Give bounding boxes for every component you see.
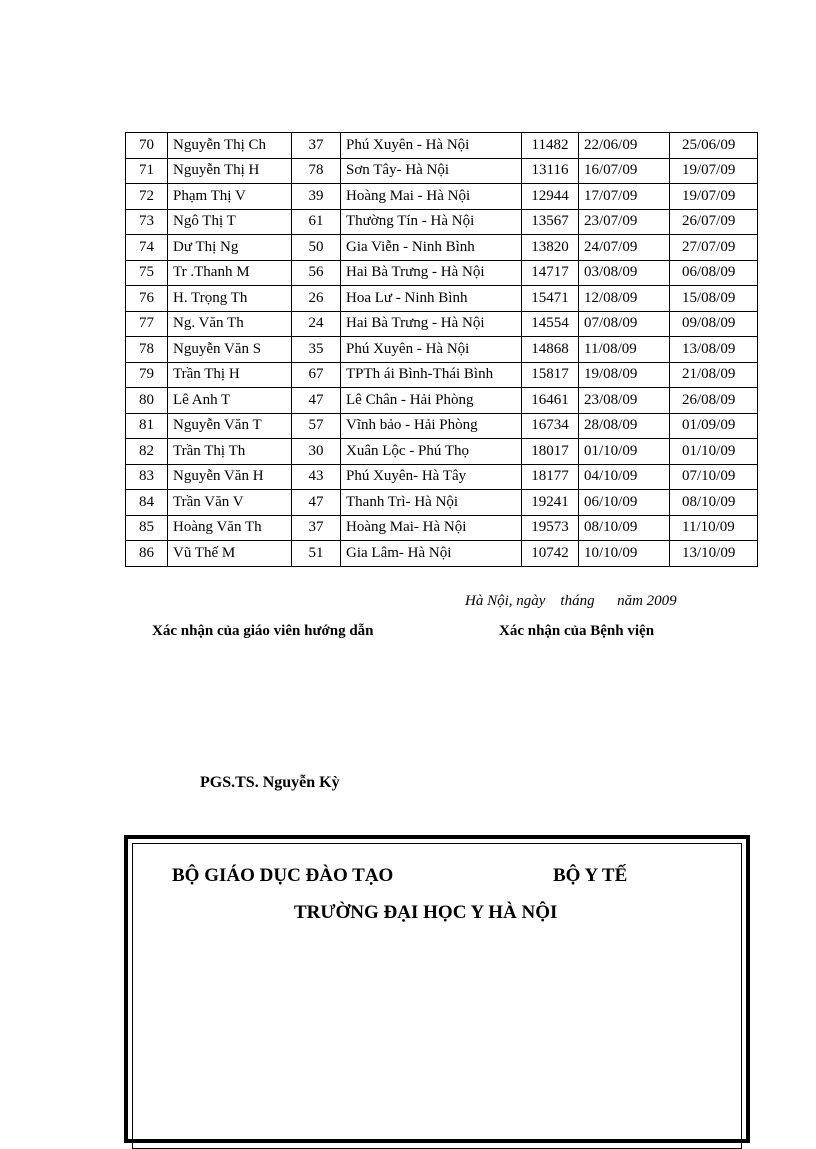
record-code-cell: 13116 xyxy=(522,158,579,184)
admission-date-cell: 08/10/09 xyxy=(579,515,670,541)
record-code-cell: 12944 xyxy=(522,184,579,210)
admission-date-cell: 10/10/09 xyxy=(579,541,670,567)
patient-age-cell: 43 xyxy=(292,464,341,490)
discharge-date-cell: 11/10/09 xyxy=(670,515,758,541)
discharge-date-cell: 21/08/09 xyxy=(670,362,758,388)
patient-name-cell: Ngô Thị T xyxy=(168,209,292,235)
row-number-cell: 85 xyxy=(126,515,168,541)
patient-list-table xyxy=(125,132,758,567)
row-number-cell: 83 xyxy=(126,464,168,490)
patient-age-cell: 47 xyxy=(292,490,341,516)
patient-age-cell: 51 xyxy=(292,541,341,567)
table-row xyxy=(126,133,758,159)
admission-date-cell: 06/10/09 xyxy=(579,490,670,516)
patient-address-cell: Hai Bà Trưng - Hà Nội xyxy=(341,260,522,286)
record-code-cell: 19573 xyxy=(522,515,579,541)
record-code-cell: 14554 xyxy=(522,311,579,337)
discharge-date-cell: 07/10/09 xyxy=(670,464,758,490)
admission-date-cell: 23/07/09 xyxy=(579,209,670,235)
table-row xyxy=(126,413,758,439)
patient-age-cell: 78 xyxy=(292,158,341,184)
university-heading: TRƯỜNG ĐẠI HỌC Y HÀ NỘI xyxy=(294,902,558,923)
admission-date-cell: 12/08/09 xyxy=(579,286,670,312)
record-code-cell: 13567 xyxy=(522,209,579,235)
discharge-date-cell: 27/07/09 xyxy=(670,235,758,261)
discharge-date-cell: 19/07/09 xyxy=(670,158,758,184)
patient-address-cell: Thanh Trì- Hà Nội xyxy=(341,490,522,516)
table-row xyxy=(126,311,758,337)
patient-name-cell: Trần Văn V xyxy=(168,490,292,516)
admission-date-cell: 16/07/09 xyxy=(579,158,670,184)
record-code-cell: 16734 xyxy=(522,413,579,439)
row-number-cell: 78 xyxy=(126,337,168,363)
patient-name-cell: Nguyễn Thị H xyxy=(168,158,292,184)
patient-name-cell: Lê Anh T xyxy=(168,388,292,414)
record-code-cell: 15817 xyxy=(522,362,579,388)
record-code-cell: 14717 xyxy=(522,260,579,286)
supervisor-confirmation-label: Xác nhận của giáo viên hướng dẫn xyxy=(152,623,374,639)
patient-address-cell: Vĩnh bảo - Hải Phòng xyxy=(341,413,522,439)
patient-address-cell: Hoàng Mai- Hà Nội xyxy=(341,515,522,541)
row-number-cell: 70 xyxy=(126,133,168,159)
table-row xyxy=(126,541,758,567)
patient-name-cell: H. Trọng Th xyxy=(168,286,292,312)
patient-address-cell: Phú Xuyên- Hà Tây xyxy=(341,464,522,490)
patient-address-cell: Thường Tín - Hà Nội xyxy=(341,209,522,235)
row-number-cell: 84 xyxy=(126,490,168,516)
discharge-date-cell: 01/10/09 xyxy=(670,439,758,465)
discharge-date-cell: 26/08/09 xyxy=(670,388,758,414)
table-row xyxy=(126,235,758,261)
ministry-of-health-heading: BỘ Y TẾ xyxy=(553,865,628,886)
patient-age-cell: 47 xyxy=(292,388,341,414)
patient-address-cell: Gia Viễn - Ninh Bình xyxy=(341,235,522,261)
patient-age-cell: 26 xyxy=(292,286,341,312)
patient-address-cell: Xuân Lộc - Phú Thọ xyxy=(341,439,522,465)
discharge-date-cell: 01/09/09 xyxy=(670,413,758,439)
patient-age-cell: 30 xyxy=(292,439,341,465)
patient-address-cell: Phú Xuyên - Hà Nội xyxy=(341,133,522,159)
row-number-cell: 80 xyxy=(126,388,168,414)
patient-address-cell: Hai Bà Trưng - Hà Nội xyxy=(341,311,522,337)
record-code-cell: 18177 xyxy=(522,464,579,490)
cover-page-inner-border xyxy=(132,843,742,1149)
row-number-cell: 79 xyxy=(126,362,168,388)
patient-name-cell: Dư Thị Ng xyxy=(168,235,292,261)
row-number-cell: 75 xyxy=(126,260,168,286)
table-row xyxy=(126,490,758,516)
record-code-cell: 16461 xyxy=(522,388,579,414)
row-number-cell: 86 xyxy=(126,541,168,567)
table-row xyxy=(126,439,758,465)
patient-name-cell: Phạm Thị V xyxy=(168,184,292,210)
admission-date-cell: 17/07/09 xyxy=(579,184,670,210)
patient-name-cell: Nguyễn Văn S xyxy=(168,337,292,363)
patient-age-cell: 56 xyxy=(292,260,341,286)
discharge-date-cell: 13/10/09 xyxy=(670,541,758,567)
discharge-date-cell: 13/08/09 xyxy=(670,337,758,363)
patient-address-cell: Gia Lâm- Hà Nội xyxy=(341,541,522,567)
patient-age-cell: 61 xyxy=(292,209,341,235)
patient-address-cell: Phú Xuyên - Hà Nội xyxy=(341,337,522,363)
table-row xyxy=(126,209,758,235)
admission-date-cell: 28/08/09 xyxy=(579,413,670,439)
row-number-cell: 74 xyxy=(126,235,168,261)
admission-date-cell: 22/06/09 xyxy=(579,133,670,159)
row-number-cell: 77 xyxy=(126,311,168,337)
patient-name-cell: Nguyễn Văn H xyxy=(168,464,292,490)
patient-age-cell: 57 xyxy=(292,413,341,439)
admission-date-cell: 11/08/09 xyxy=(579,337,670,363)
ministry-of-education-heading: BỘ GIÁO DỤC ĐÀO TẠO xyxy=(172,865,394,886)
table-row xyxy=(126,515,758,541)
admission-date-cell: 24/07/09 xyxy=(579,235,670,261)
patient-name-cell: Vũ Thế M xyxy=(168,541,292,567)
table-row xyxy=(126,158,758,184)
patient-name-cell: Nguyễn Văn T xyxy=(168,413,292,439)
discharge-date-cell: 15/08/09 xyxy=(670,286,758,312)
discharge-date-cell: 26/07/09 xyxy=(670,209,758,235)
patient-name-cell: Trần Thị Th xyxy=(168,439,292,465)
patient-address-cell: Sơn Tây- Hà Nội xyxy=(341,158,522,184)
patient-age-cell: 50 xyxy=(292,235,341,261)
patient-age-cell: 39 xyxy=(292,184,341,210)
admission-date-cell: 03/08/09 xyxy=(579,260,670,286)
discharge-date-cell: 25/06/09 xyxy=(670,133,758,159)
table-row xyxy=(126,337,758,363)
row-number-cell: 82 xyxy=(126,439,168,465)
record-code-cell: 11482 xyxy=(522,133,579,159)
discharge-date-cell: 19/07/09 xyxy=(670,184,758,210)
table-row xyxy=(126,260,758,286)
patient-age-cell: 67 xyxy=(292,362,341,388)
admission-date-cell: 01/10/09 xyxy=(579,439,670,465)
record-code-cell: 14868 xyxy=(522,337,579,363)
table-row xyxy=(126,464,758,490)
row-number-cell: 76 xyxy=(126,286,168,312)
row-number-cell: 72 xyxy=(126,184,168,210)
patient-address-cell: Hoa Lư - Ninh Bình xyxy=(341,286,522,312)
patient-age-cell: 37 xyxy=(292,515,341,541)
patient-age-cell: 37 xyxy=(292,133,341,159)
record-code-cell: 15471 xyxy=(522,286,579,312)
admission-date-cell: 23/08/09 xyxy=(579,388,670,414)
table-row xyxy=(126,286,758,312)
hospital-confirmation-label: Xác nhận của Bệnh viện xyxy=(499,623,655,639)
discharge-date-cell: 09/08/09 xyxy=(670,311,758,337)
record-code-cell: 13820 xyxy=(522,235,579,261)
admission-date-cell: 19/08/09 xyxy=(579,362,670,388)
patient-name-cell: Ng. Văn Th xyxy=(168,311,292,337)
patient-age-cell: 24 xyxy=(292,311,341,337)
patient-name-cell: Nguyễn Thị Ch xyxy=(168,133,292,159)
record-code-cell: 10742 xyxy=(522,541,579,567)
row-number-cell: 73 xyxy=(126,209,168,235)
admission-date-cell: 07/08/09 xyxy=(579,311,670,337)
table-row xyxy=(126,362,758,388)
patient-address-cell: TPTh ái Bình-Thái Bình xyxy=(341,362,522,388)
place-date-line: Hà Nội, ngày tháng năm 2009 xyxy=(465,593,677,609)
row-number-cell: 71 xyxy=(126,158,168,184)
record-code-cell: 18017 xyxy=(522,439,579,465)
record-code-cell: 19241 xyxy=(522,490,579,516)
table-row xyxy=(126,184,758,210)
patient-list-body xyxy=(126,133,758,567)
discharge-date-cell: 08/10/09 xyxy=(670,490,758,516)
patient-name-cell: Hoàng Văn Th xyxy=(168,515,292,541)
row-number-cell: 81 xyxy=(126,413,168,439)
table-row xyxy=(126,388,758,414)
discharge-date-cell: 06/08/09 xyxy=(670,260,758,286)
patient-name-cell: Tr .Thanh M xyxy=(168,260,292,286)
patient-name-cell: Trần Thị H xyxy=(168,362,292,388)
patient-address-cell: Lê Chân - Hải Phòng xyxy=(341,388,522,414)
patient-address-cell: Hoàng Mai - Hà Nội xyxy=(341,184,522,210)
patient-age-cell: 35 xyxy=(292,337,341,363)
admission-date-cell: 04/10/09 xyxy=(579,464,670,490)
supervisor-name: PGS.TS. Nguyễn Kỳ xyxy=(200,774,340,791)
